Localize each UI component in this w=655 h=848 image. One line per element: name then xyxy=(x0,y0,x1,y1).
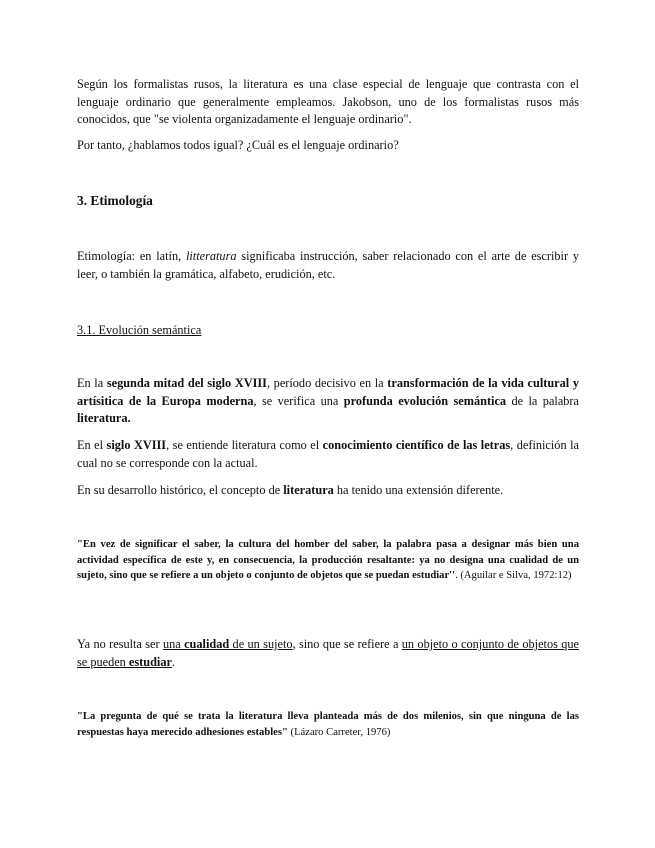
citation: (Lázaro Carreter, 1976) xyxy=(287,726,391,738)
paragraph-siglo-xviii-text: En la segunda mitad del siglo XVIII, período decisivo en la transformación de la vida cultural y artísitica de la Europa moderna, se verifica una profunda evolución semántica de la palabra literatura. xyxy=(77,376,579,425)
paragraph-etimologia-text: Etimología: en latín, litteratura significaba instrucción, saber relacionado con el arte de escribir y leer, o también la gramática, alfabeto, erudición, etc. xyxy=(77,249,579,281)
paragraph-cualidad xyxy=(77,636,579,671)
paragraph-formalistas-text: Según los formalistas rusos, la literatura es una clase especial de lenguaje que contrasta con el lenguaje ordinario que generalmente empleamos. Jakobson, uno de los formalistas rusos más conocidos, que "se violenta organizadamente el lenguaje ordinario". xyxy=(77,77,579,126)
quote-lazaro xyxy=(77,709,579,740)
quote-aguilar-text: "En vez de significar el saber, la cultura del homber del saber, la palabra pasa a designar más bien una actividad específica de este y, en consecuencia, la producción resaltante: ya no designa una cualidad de un sujeto, sino que se refiere a un objeto o conjunto de objetos que se puedan estudiar''. (Aguilar e Silva, 1972:12) xyxy=(77,539,579,581)
section-heading-etimologia xyxy=(77,193,579,209)
paragraph-conocimiento-text: En el siglo XVIII, se entiende literatura como el conocimiento científico de las letras, definición la cual no se corresponde con la actual. xyxy=(77,438,579,470)
paragraph-conocimiento xyxy=(77,437,579,472)
paragraph-cualidad-text: Ya no resulta ser una cualidad de un sujeto, sino que se refiere a un objeto o conjunto de objetos que se pueden estudiar. xyxy=(77,637,579,669)
paragraph-siglo-xviii xyxy=(77,375,579,428)
paragraph-question-text: Por tanto, ¿hablamos todos igual? ¿Cuál es el lenguaje ordinario? xyxy=(77,138,399,152)
quote-aguilar xyxy=(77,537,579,584)
paragraph-etimologia xyxy=(77,248,579,283)
section-title: 3. Etimología xyxy=(77,193,153,208)
subsection-title: 3.1. Evolución semántica xyxy=(77,323,202,337)
latin-term: litteratura xyxy=(185,249,237,263)
paragraph-formalistas xyxy=(77,76,579,129)
quote-lazaro-text: "La pregunta de qué se trata la literatura lleva planteada más de dos milenios, sin que ninguna de las respuestas haya merecido adhesiones estables" (Lázaro Carreter, 1976) xyxy=(77,711,579,738)
paragraph-question xyxy=(77,137,579,155)
paragraph-desarrollo-text: En su desarrollo histórico, el concepto de literatura ha tenido una extensión diferente. xyxy=(77,483,504,497)
subsection-heading xyxy=(77,322,579,340)
paragraph-desarrollo xyxy=(77,482,579,500)
citation: (Aguilar e Silva, 1972:12) xyxy=(460,570,572,581)
